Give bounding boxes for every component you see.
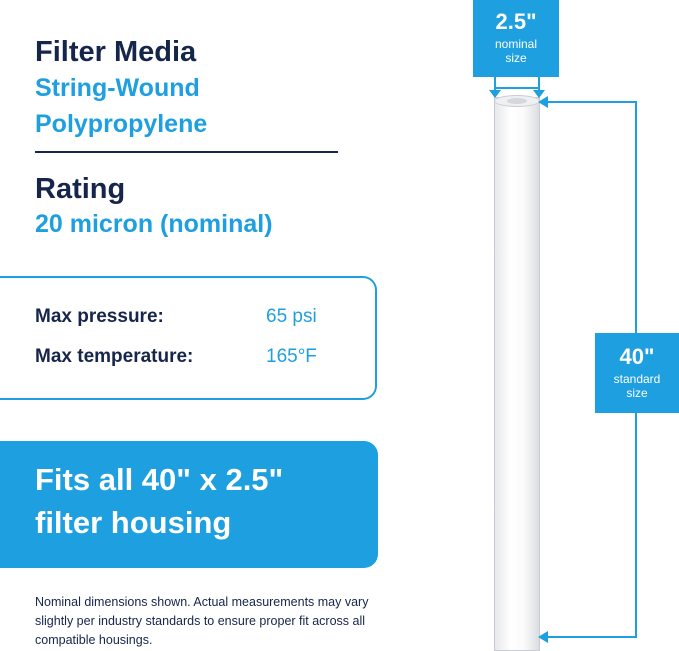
max-temperature-label: Max temperature: bbox=[35, 346, 194, 367]
diameter-value: 2.5" bbox=[495, 9, 537, 34]
dimensions-disclaimer: Nominal dimensions shown. Actual measurements may vary slightly per industry standards to ensure proper fit across all compatible housings. bbox=[35, 595, 369, 647]
length-arrow-top-icon bbox=[538, 95, 550, 109]
length-callout bbox=[595, 333, 679, 413]
diameter-arrow-left-icon bbox=[488, 88, 502, 98]
section-divider bbox=[35, 151, 338, 153]
length-label-size: size bbox=[626, 386, 648, 400]
cartridge-core bbox=[507, 98, 527, 104]
diameter-label-size: size bbox=[505, 51, 527, 65]
length-top-extension bbox=[545, 101, 637, 103]
max-pressure-label: Max pressure: bbox=[35, 306, 164, 327]
length-value: 40" bbox=[619, 344, 655, 369]
filter-cartridge-image bbox=[494, 97, 540, 651]
length-label-standard: standard bbox=[613, 372, 661, 386]
filter-media-type-line2: Polypropylene bbox=[35, 110, 208, 138]
max-pressure-value: 65 psi bbox=[266, 306, 317, 327]
length-bottom-extension bbox=[545, 636, 637, 638]
max-temperature-value: 165°F bbox=[266, 346, 317, 367]
filter-media-type-line1: String-Wound bbox=[35, 74, 200, 102]
compatibility-banner bbox=[0, 441, 378, 568]
compatibility-line2: filter housing bbox=[35, 505, 232, 540]
compatibility-line1: Fits all 40" x 2.5" bbox=[35, 462, 284, 497]
length-arrow-bottom-icon bbox=[538, 630, 550, 644]
diameter-callout bbox=[473, 0, 559, 77]
rating-value: 20 micron (nominal) bbox=[35, 210, 273, 238]
diameter-label-nominal: nominal bbox=[494, 37, 538, 51]
specs-box bbox=[0, 276, 377, 400]
rating-heading: Rating bbox=[35, 173, 126, 205]
filter-media-heading: Filter Media bbox=[35, 36, 197, 68]
